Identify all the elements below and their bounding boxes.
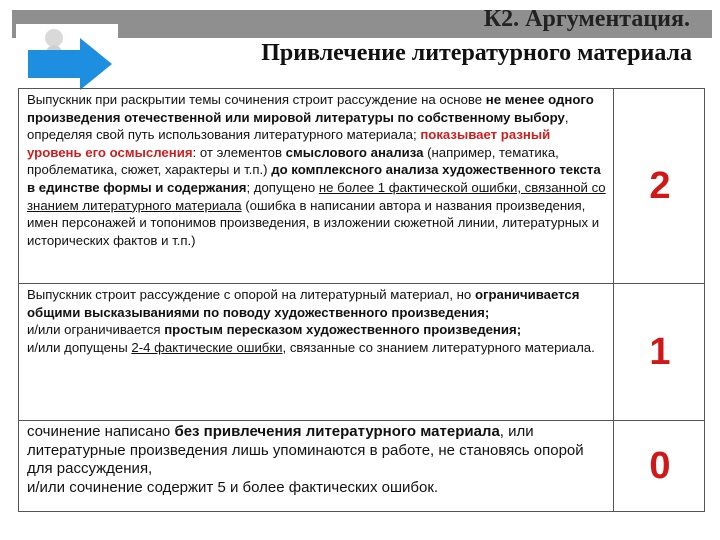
criteria-text-1 bbox=[19, 284, 614, 421]
criteria-row-0 bbox=[19, 421, 705, 512]
text-segment: , связанные со знанием литературного материала. bbox=[282, 339, 595, 355]
text-segment: ; допущено bbox=[246, 179, 319, 195]
slide-title-container bbox=[190, 6, 690, 36]
text-segment-underline: не более 1 фактической ошибки, связанной со знанием литературного материала bbox=[27, 179, 606, 213]
text-segment-underline: 2-4 фактические ошибки bbox=[131, 339, 283, 355]
text-segment-bold: до комплексного анализа художественного текста в единстве формы и содержания bbox=[27, 162, 601, 195]
text-segment: и/или сочинение содержит 5 и более фактических ошибок. bbox=[27, 478, 439, 496]
text-segment: сочинение написано bbox=[27, 423, 175, 440]
criteria-text-2 bbox=[19, 89, 614, 284]
text-segment: : от элементов bbox=[192, 144, 286, 160]
score-1: 1 bbox=[614, 284, 705, 421]
score-0: 0 bbox=[614, 421, 705, 512]
slide-title: К2. Аргументация. bbox=[483, 6, 690, 32]
text-segment-highlight: показывает разный уровень его осмысления bbox=[27, 127, 551, 160]
criteria-table bbox=[18, 88, 705, 512]
slide-subtitle: Привлечение литературного материала bbox=[261, 40, 692, 66]
arrow-logo bbox=[16, 24, 118, 92]
text-segment-bold: смыслового анализа bbox=[285, 144, 424, 160]
text-segment: Выпускник при раскрытии темы сочинения строит рассуждение на основе bbox=[27, 92, 486, 107]
text-segment: (ошибка в написании автора и названия произведения, имен персонажей и топонимов произведения, в изложении сюжетной линии, литературных и исторических фактов и т.п.) bbox=[27, 197, 600, 248]
criteria-text-0 bbox=[19, 421, 614, 512]
text-segment: , определяя свой путь использования литературного материала; bbox=[27, 109, 569, 143]
criteria-row-1 bbox=[19, 284, 705, 421]
text-segment: (например, тематика, проблематика, сюжет, характеры и т.п.) bbox=[27, 144, 559, 178]
text-segment-bold: ограничивается общими высказываниями по поводу художественного произведения; bbox=[27, 287, 580, 320]
text-segment: и/или ограничивается bbox=[27, 322, 165, 338]
score-2: 2 bbox=[614, 89, 705, 284]
text-segment-bold: без привлечения литературного материала bbox=[174, 423, 500, 440]
arrow-icon bbox=[16, 24, 118, 92]
text-segment: и/или допущены bbox=[27, 339, 132, 355]
text-segment: Выпускник строит рассуждение с опорой на литературный материал, но bbox=[27, 287, 475, 302]
criteria-row-2 bbox=[19, 89, 705, 284]
text-segment-bold: простым пересказом художественного произведения; bbox=[164, 322, 522, 338]
text-segment-bold: не менее одного произведения отечественной или мировой литературы по собственному выбору bbox=[27, 92, 594, 125]
text-segment: , или литературные произведения лишь упоминаются в работе, не становясь опорой для рассуждения, bbox=[27, 423, 584, 477]
